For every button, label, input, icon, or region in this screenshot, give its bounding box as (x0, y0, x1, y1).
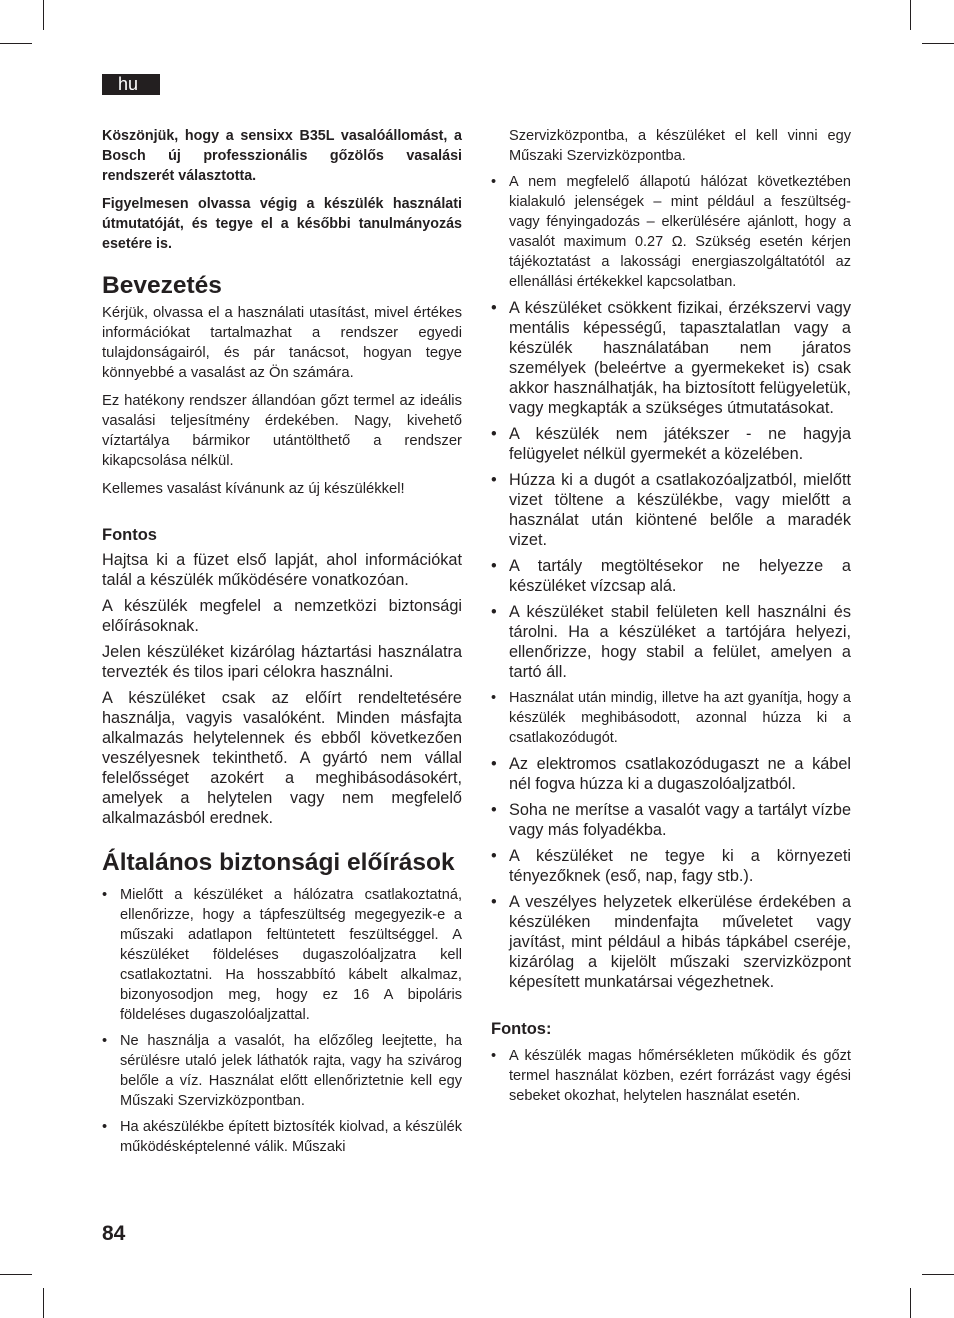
crop-mark (0, 1274, 32, 1275)
list-item: • Húzza ki a dugót a csatlakozóaljzatból, mielőtt vizet töltene a készülékbe, vagy mielőtt a használat után kiöntené belőle a maradék vizet. (491, 471, 851, 549)
page-number: 84 (102, 1222, 126, 1245)
bullet-icon: • (102, 1119, 108, 1135)
fontos-list (491, 1046, 851, 1106)
bullet-icon: • (491, 690, 497, 706)
list-item: • Használat után mindig, illetve ha azt gyanítja, hogy a készülék meghibásodott, azonnal húzza ki a csatlakozódugót. (491, 690, 851, 746)
bullet-icon: • (491, 893, 497, 911)
bevezetes-paragraph: Ez hatékony rendszer állandóan gőzt termel az ideális vasalási teljesítmény érdekében. Nagy, kivehető víztartálya bármikor utántölthető a rendszer kikapcsolása nélkül. (102, 393, 462, 469)
fontos-paragraph: Jelen készüléket kizárólag háztartási használatra tervezték és tilos ipari célokra használni. (102, 643, 462, 681)
bullet-icon: • (491, 557, 497, 575)
crop-mark (0, 43, 32, 44)
list-item: • Az elektromos csatlakozódugaszt ne a kábel nél fogva húzza ki a dugaszolóaljzatból. (491, 755, 851, 793)
list-item: • Ne használja a vasalót, ha előzőleg leejtette, ha sérülésre utaló jelek láthatók rajta, vagy ha szivárog belőle a víz. Használat előtt ellenőriztetnie kell egy Műszaki Szervizközpontban. (102, 1033, 462, 1109)
crop-mark (43, 1288, 44, 1318)
section-title-safety: Általános biztonsági előírások (102, 849, 455, 876)
list-item: • A nem megfelelő állapotú hálózat következtében kialakuló jelenségek – mint például a feszültség- vagy fényingadozás – elkerülésére ajánlott, hogy a vasalót maximum 0.27 Ω. Szükség esetén kérjen tájékoztatást a lakossági energiaszolgáltatótól az ellenállási értékekkel kapcsolatban. (491, 174, 851, 290)
crop-mark (910, 1288, 911, 1318)
bullet-icon: • (491, 603, 497, 621)
crop-mark (922, 1274, 954, 1275)
subsection-title-fontos: Fontos (102, 526, 157, 544)
bullet-icon: • (102, 887, 108, 903)
crop-mark (910, 0, 911, 30)
list-item: • A készülék nem játékszer - ne hagyja felügyelet nélkül gyermekét a közelében. (491, 425, 851, 463)
bullet-icon: • (491, 755, 497, 773)
bullet-icon: • (491, 174, 497, 190)
fontos-paragraph: A készüléket csak az előírt rendeltetésére használja, vagyis vasalóként. Minden másfajta alkalmazás helytelennek és ebből következően veszélyesnek tekinthető. A gyártó nem vállal felelősséget azokért a meghibásodásokért, amelyek a helytelen vagy nem megfelelő alkalmazásból erednek. (102, 689, 462, 827)
bullet-icon: • (491, 1048, 497, 1064)
crop-mark (43, 0, 44, 30)
list-item: • A készüléket stabil felületen kell használni és tárolni. Ha a készüléket a tartójára helyezi, ellenőrizze, hogy stabil a felület, amelyen a tartó áll. (491, 603, 851, 681)
language-tab: hu (102, 74, 160, 95)
bevezetes-paragraph: Kérjük, olvassa el a használati utasítást, mivel értékes információkat tartalmazhat a rendszer egyedi tulajdonságairól, és pár tanácsot, hogyan tegye könnyebbé a vasalást az Ön számára. (102, 305, 462, 381)
bevezetes-paragraph: Kellemes vasalást kívánunk az új készülékkel! (102, 481, 405, 497)
list-item: • A készüléket csökkent fizikai, érzékszervi vagy mentális képességű, tapasztalatlan vagy a készülék használatában nem járatos személyek (beleértve a gyermekeket is) csak akkor használhatják, ha biztosított felügyeletük, vagy megkapták a szükséges útmutatásokat. (491, 299, 851, 417)
list-item: • A készüléket ne tegye ki a környezeti tényezőknek (eső, nap, fagy stb.). (491, 847, 851, 885)
list-item: • Soha ne merítse a vasalót vagy a tartályt vízbe vagy más folyadékba. (491, 801, 851, 839)
bullet-icon: • (491, 801, 497, 819)
bullet-icon: • (491, 847, 497, 865)
list-item: • Ha akészülékbe épített biztosíték kiolvad, a készülék működésképtelenné válik. Műszaki (102, 1119, 462, 1155)
bullet-icon: • (102, 1033, 108, 1049)
safety-list (102, 885, 462, 1157)
list-item: • A tartály megtöltésekor ne helyezze a készüléket vízcsap alá. (491, 557, 851, 595)
fontos-paragraph: A készülék megfelel a nemzetközi biztonsági előírásoknak. (102, 597, 462, 635)
list-item: • A veszélyes helyzetek elkerülése érdekében a készüléken mindenfajta műveletet vagy javítást, mint például a hibás tápkábel cseréje, kizárólag a kijelölt műszaki szervizközpont képesített munkatársai végezhetnek. (491, 893, 851, 991)
list-item: • A készülék magas hőmérsékleten működik és gőzt termel használat közben, ezért forrázást vagy égési sebeket okozhat, helytelen használat esetén. (491, 1048, 851, 1104)
safety-list-continued (491, 172, 851, 992)
bullet-icon: • (491, 425, 497, 443)
left-column (102, 126, 462, 1163)
subsection-title-fontos: Fontos: (491, 1020, 552, 1038)
crop-mark (922, 43, 954, 44)
intro-paragraph: Köszönjük, hogy a sensixx B35L vasalóállomást, a Bosch új professzionális gőzölős vasalási rendszerét választotta. (102, 128, 462, 184)
intro-paragraph: Figyelmesen olvassa végig a készülék használati útmutatóját, és tegye el a későbbi tanulmányozás esetére is. (102, 196, 462, 252)
right-column (491, 126, 851, 1112)
bullet-icon: • (491, 299, 497, 317)
bullet-icon: • (491, 471, 497, 489)
list-item: • Mielőtt a készüléket a hálózatra csatlakoztatná, ellenőrizze, hogy a tápfeszültség megegyezik-e a műszaki adatlapon feltüntetett feszültséggel. A készüléket földeléses dugaszolóaljzatra kell csatlakoztatni. Ha hosszabbító kábelt alkalmaz, bizonyosodjon meg, hogy ez 16 A bipoláris földeléses dugaszolóaljzattal. (102, 887, 462, 1023)
fontos-paragraph: Hajtsa ki a füzet első lapját, ahol információkat talál a készülék működésére vonatkozóan. (102, 551, 462, 589)
section-title-bevezetes: Bevezetés (102, 272, 222, 299)
list-item-continuation: Szervizközpontba, a készüléket el kell vinni egy Műszaki Szervizközpontba. (509, 128, 851, 164)
